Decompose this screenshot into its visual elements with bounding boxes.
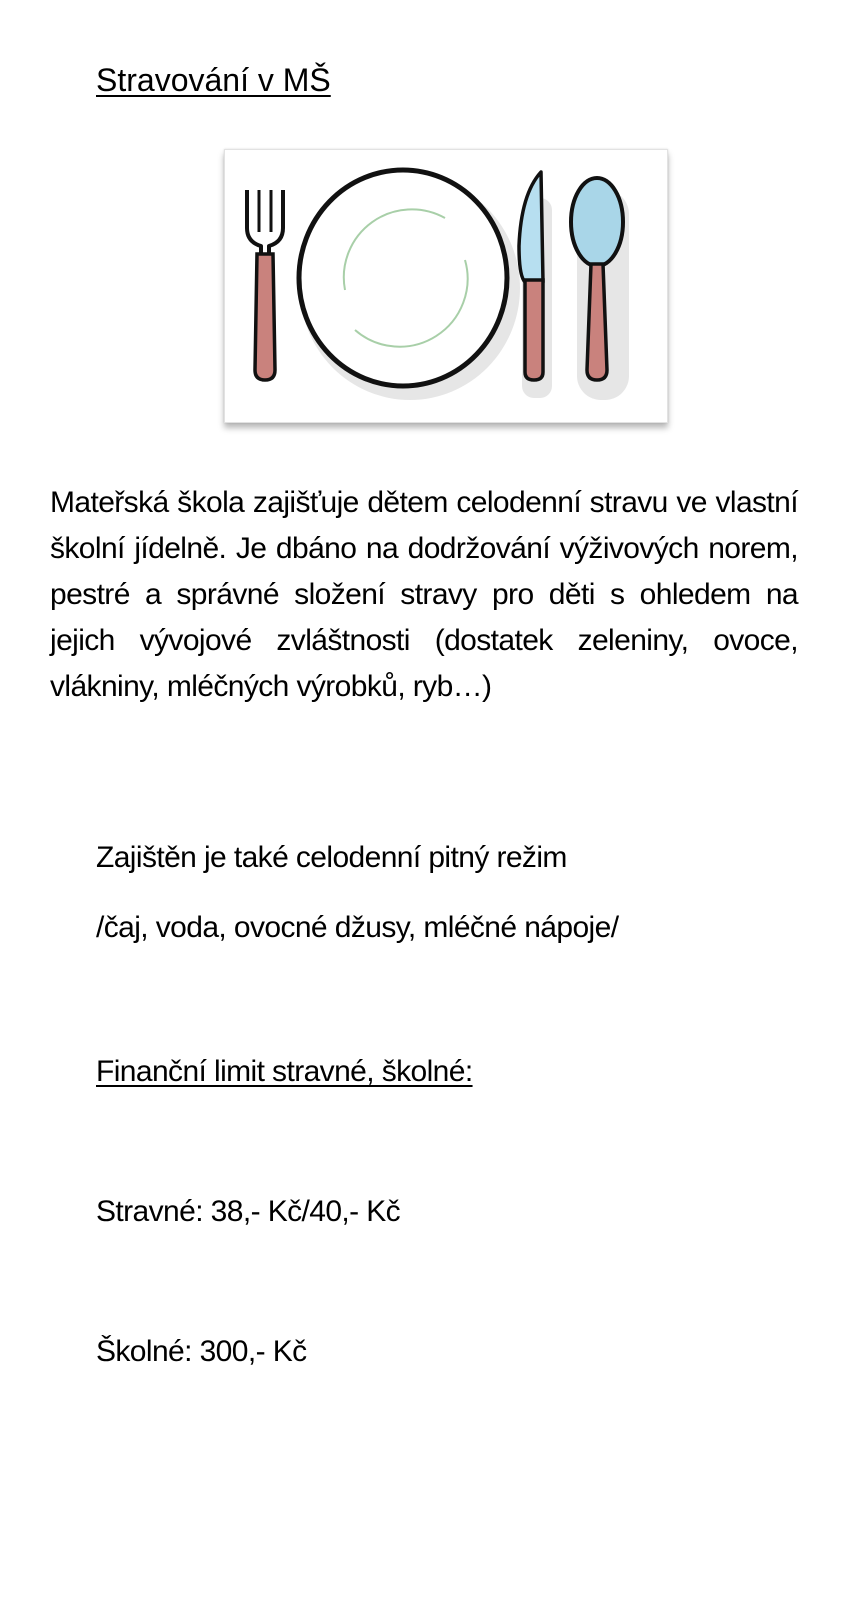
tuition-fee-line: Školné: 300,- Kč: [96, 1335, 307, 1368]
meal-fee-line: Stravné: 38,- Kč/40,- Kč: [96, 1195, 401, 1228]
drinking-items-line: /čaj, voda, ovocné džusy, mléčné nápoje/: [96, 911, 619, 944]
plate-cutlery-icon: [225, 150, 667, 422]
intro-paragraph: Mateřská škola zajišťuje dětem celodenní stravu ve vlastní školní jídelně. Je dbáno na dodržování výživových norem, pestré a správné složení stravy pro děti s ohledem na jejich vývojové zvláštnosti (dostatek zeleniny, ovoce, vlákniny, mléčných výrobků, ryb…): [50, 486, 798, 703]
drinking-regime-line: Zajištěn je také celodenní pitný režim: [96, 841, 567, 874]
fork-icon: [247, 190, 283, 380]
fees-heading: Finanční limit stravné, školné:: [96, 1055, 473, 1088]
plate-cutlery-illustration: [224, 149, 668, 423]
page-title: Stravování v MŠ: [96, 62, 331, 98]
plate-icon: [299, 170, 507, 386]
